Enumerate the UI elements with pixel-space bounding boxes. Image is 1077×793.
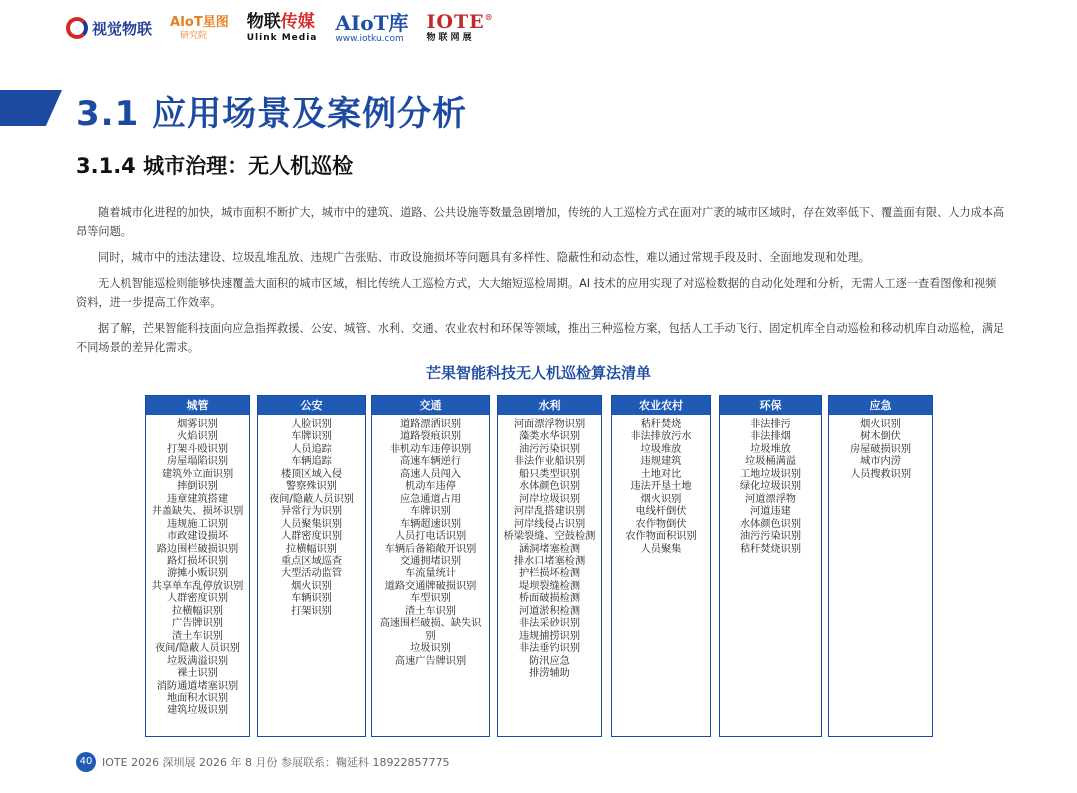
algorithm-item: 烟火识别 — [860, 419, 901, 430]
algorithm-item: 违规捕捞识别 — [518, 630, 581, 642]
algorithm-item: 油污污染识别 — [739, 531, 802, 543]
column-items — [146, 415, 249, 718]
algorithm-item: 高速围栏破损、缺失识别 — [379, 618, 482, 642]
algorithm-item: 秸秆焚烧 — [640, 419, 682, 430]
algorithm-item: 夜间/隐蔽人员识别 — [155, 643, 240, 655]
algorithm-item: 桥梁裂缝、空鼓检测 — [503, 531, 596, 543]
column-items — [829, 415, 932, 481]
algorithm-item: 人脸识别 — [291, 419, 332, 430]
algorithm-item: 拉横幅识别 — [286, 543, 337, 555]
aiotku-logo-top: AIoT库 — [335, 10, 409, 35]
page-number: 40 — [76, 752, 96, 772]
body-text — [76, 203, 1006, 364]
algorithm-item: 河面漂浮物识别 — [513, 419, 586, 430]
aiot-logo-bottom: 研究院 — [180, 30, 208, 41]
column-items — [612, 415, 710, 556]
algorithm-item: 警察殊识别 — [286, 481, 337, 493]
aiotku-logo-bottom: www.iotku.com — [335, 33, 404, 44]
algorithm-item: 交通拥堵识别 — [399, 555, 462, 567]
algorithm-item: 违法开垦土地 — [630, 481, 692, 493]
algorithm-item: 重点区域巡查 — [280, 555, 343, 567]
algorithm-item: 车型识别 — [410, 593, 451, 605]
iote-logo-word: IOTE — [426, 11, 485, 33]
paragraph: 同时，城市中的违法建设、垃圾乱堆乱放、违规广告张贴、市政设施损坏等问题具有多样性、隐蔽性和动态性，难以通过常规手段及时、全面地发现和处理。 — [98, 251, 870, 264]
algorithm-item: 电线杆倒伏 — [635, 506, 687, 518]
algorithm-item: 人员打电话识别 — [394, 531, 467, 543]
algorithm-item: 违规建筑 — [640, 456, 682, 468]
column-header: 应急 — [829, 396, 932, 415]
algorithm-item: 秸秆焚烧识别 — [739, 543, 802, 555]
column-items — [720, 415, 821, 556]
algorithm-item: 消防通道堵塞识别 — [156, 680, 239, 692]
algorithm-item: 人群密度识别 — [280, 531, 343, 543]
algorithm-item: 绿化垃圾识别 — [739, 481, 802, 493]
algorithm-item: 游摊小贩识别 — [166, 568, 229, 580]
algorithm-item: 渣土车识别 — [405, 605, 456, 617]
algorithm-item: 道路漂洒识别 — [399, 419, 462, 430]
algorithm-item: 渣土车识别 — [172, 630, 223, 642]
algorithm-item: 藻类水华识别 — [518, 431, 581, 443]
algorithm-item: 排涝辅助 — [529, 668, 570, 680]
shijue-logo-mark — [66, 17, 88, 39]
algorithm-item: 房屋塌陷识别 — [166, 456, 229, 468]
column-items — [372, 415, 489, 668]
algorithm-item: 农作物倒伏 — [635, 518, 687, 530]
table-column-yingji — [828, 395, 933, 737]
algorithm-item: 路边围栏破损识别 — [156, 543, 239, 555]
algorithm-item: 高速广告牌识别 — [394, 655, 467, 667]
paragraph: 据了解，芒果智能科技面向应急指挥救援、公安、城管、水利、交通、农业农村和环保等领域，推出三种巡检方案，包括人工手动飞行、固定机库全自动巡检和移动机库自动巡检，满足不同场景的差异化需求。 — [76, 322, 1005, 354]
table-column-jiaotong — [371, 395, 490, 737]
algorithm-item: 工地垃圾识别 — [739, 468, 802, 480]
algorithm-item: 人员追踪 — [291, 443, 332, 455]
algorithm-item: 河道漂浮物 — [745, 493, 796, 505]
algorithm-item: 非法采砂识别 — [518, 618, 581, 630]
table-column-shuili — [497, 395, 602, 737]
algorithm-item: 道路交通牌破损识别 — [384, 580, 477, 592]
table-column-nongye — [611, 395, 711, 737]
algorithm-item: 人员聚集 — [640, 543, 682, 555]
shijue-logo — [66, 17, 152, 39]
algorithm-item: 违规施工识别 — [166, 518, 229, 530]
algorithm-item: 建筑垃圾识别 — [166, 705, 229, 717]
algorithm-item: 打架识别 — [291, 605, 332, 617]
algorithm-item: 水体颜色识别 — [518, 481, 581, 493]
algorithm-item: 路灯损坏识别 — [166, 555, 229, 567]
algorithm-item: 土地对比 — [640, 468, 682, 480]
algorithm-item: 摔倒识别 — [177, 481, 218, 493]
algorithm-item: 车牌识别 — [291, 431, 332, 443]
paragraph: 无人机智能巡检则能够快速覆盖大面积的城市区域，相比传统人工巡检方式，大大缩短巡检周期。AI 技术的应用实现了对巡检数据的自动化处理和分析，无需人工逐一查看图像和视频资料，进一步提高工作效率。 — [76, 277, 997, 309]
table-title: 芒果智能科技无人机巡检算法清单 — [425, 364, 651, 382]
algorithm-item: 房屋破损识别 — [849, 443, 912, 455]
algorithm-item: 车辆后备箱敞开识别 — [384, 543, 477, 555]
algorithm-item: 河岸乱搭建识别 — [513, 506, 586, 518]
algorithm-item: 高速车辆逆行 — [399, 456, 462, 468]
algorithm-item: 应急通道占用 — [399, 493, 462, 505]
algorithm-item: 车牌识别 — [410, 506, 451, 518]
algorithm-item: 垃圾满溢识别 — [166, 655, 229, 667]
algorithm-item: 垃圾桶满溢 — [745, 456, 796, 468]
algorithm-item: 桥面破损检测 — [518, 593, 581, 605]
ulink-logo-bottom: Ulink Media — [246, 32, 318, 43]
algorithm-item: 人员聚集识别 — [280, 518, 343, 530]
algorithm-item: 堤坝裂缝检测 — [518, 580, 581, 592]
algorithm-item: 拉横幅识别 — [172, 605, 223, 617]
algorithm-item: 河岸线侵占识别 — [513, 518, 586, 530]
algorithm-item: 河道违建 — [750, 506, 791, 518]
algorithm-item: 车流量统计 — [405, 568, 456, 580]
ulink-media-logo — [246, 11, 318, 43]
algorithm-item: 防汛应急 — [529, 655, 570, 667]
algorithm-item: 打架斗殴识别 — [166, 443, 229, 455]
algorithm-item: 非机动车违停识别 — [389, 443, 472, 455]
algorithm-item: 非法排污 — [750, 419, 791, 430]
ulink-logo-top — [246, 11, 315, 32]
algorithm-item: 垃圾识别 — [410, 643, 451, 655]
algorithm-item: 楼顶区域入侵 — [280, 468, 343, 480]
algorithm-item: 市政建设损坏 — [166, 531, 229, 543]
algorithm-item: 烟火识别 — [291, 580, 332, 592]
column-header: 交通 — [372, 396, 489, 415]
algorithm-item: 机动车违停 — [405, 481, 456, 493]
subsection-title: 3.1.4 城市治理：无人机巡检 — [76, 154, 354, 178]
algorithm-item: 河道淤积检测 — [518, 605, 581, 617]
page-footer — [76, 752, 450, 772]
algorithm-item: 非法排放污水 — [630, 431, 692, 443]
title-banner-shape — [0, 90, 62, 126]
column-items — [498, 415, 601, 681]
column-header: 水利 — [498, 396, 601, 415]
algorithm-item: 油污污染识别 — [518, 443, 581, 455]
header-logos — [66, 8, 512, 48]
iote-logo-top — [427, 13, 494, 32]
algorithm-item: 车辆超速识别 — [399, 518, 462, 530]
algorithm-item: 排水口堵塞检测 — [513, 555, 586, 567]
aiot-logo-top: AIoT星图 — [170, 14, 229, 30]
aiotku-logo — [335, 10, 409, 44]
algorithm-item: 人群密度识别 — [166, 593, 229, 605]
algorithm-item: 垃圾堆放 — [640, 443, 682, 455]
algorithm-item: 水体颜色识别 — [739, 518, 802, 530]
algorithm-item: 非法垂钓识别 — [518, 643, 581, 655]
algorithm-item: 高速人员闯入 — [399, 468, 462, 480]
algorithm-item: 裸土识别 — [177, 668, 218, 680]
algorithm-item: 船只类型识别 — [518, 468, 581, 480]
footer-text: IOTE 2026 深圳展 2026 年 8 月份 参展联系：鞠延科 18922857775 — [102, 756, 450, 769]
table-column-chengguan — [145, 395, 250, 737]
algorithm-item: 车辆识别 — [291, 593, 332, 605]
section-title: 3.1 应用场景及案例分析 — [76, 94, 468, 134]
algorithm-item: 广告牌识别 — [172, 618, 223, 630]
algorithm-item: 共享单车乱停放识别 — [151, 580, 244, 592]
algorithm-item: 异常行为识别 — [280, 506, 343, 518]
algorithm-item: 城市内涝 — [860, 456, 901, 468]
algorithm-item: 垃圾堆放 — [750, 443, 791, 455]
algorithm-item: 建筑外立面识别 — [161, 468, 234, 480]
algorithm-item: 夜间/隐蔽人员识别 — [269, 493, 354, 505]
column-header: 公安 — [258, 396, 365, 415]
column-header: 农业农村 — [612, 396, 710, 415]
algorithm-item: 井盖缺失、损坏识别 — [151, 506, 244, 518]
iote-logo-bottom: 物联网展 — [426, 33, 475, 43]
algorithm-item: 涵洞堵塞检测 — [518, 543, 581, 555]
algorithm-item: 烟雾识别 — [177, 419, 218, 430]
registered-mark: ® — [484, 12, 494, 22]
column-items — [258, 415, 365, 618]
algorithm-item: 地面积水识别 — [166, 692, 229, 704]
table-column-huanbao — [719, 395, 822, 737]
algorithm-item: 烟火识别 — [640, 493, 682, 505]
algorithm-item: 非法作业船识别 — [513, 456, 586, 468]
ulink-logo-top-a: 物联 — [246, 11, 281, 32]
algorithm-item: 违章建筑搭建 — [166, 493, 229, 505]
algorithm-item: 树木倒伏 — [860, 431, 901, 443]
algorithm-item: 非法排烟 — [750, 431, 791, 443]
iote-logo — [427, 13, 494, 43]
aiot-xingtu-logo — [170, 16, 229, 41]
column-header: 环保 — [720, 396, 821, 415]
algorithm-item: 道路裂痕识别 — [399, 431, 462, 443]
algorithm-item: 农作物面积识别 — [625, 531, 697, 543]
paragraph: 随着城市化进程的加快，城市面积不断扩大，城市中的建筑、道路、公共设施等数量急剧增加，传统的人工巡检方式在面对广袤的城市区域时，存在效率低下、覆盖面有限、人力成本高昂等问题。 — [76, 206, 1005, 238]
algorithm-item: 大型活动监管 — [280, 568, 343, 580]
algorithm-item: 河岸垃圾识别 — [518, 493, 581, 505]
shijue-logo-text: 视觉物联 — [92, 19, 153, 38]
ulink-logo-top-b: 传媒 — [280, 11, 315, 32]
algorithm-item: 护栏损坏检测 — [518, 568, 581, 580]
table-column-gongan — [257, 395, 366, 737]
algorithm-item: 车辆追踪 — [291, 456, 332, 468]
algorithm-item: 人员搜救识别 — [849, 468, 912, 480]
column-header: 城管 — [146, 396, 249, 415]
algorithm-item: 火焰识别 — [177, 431, 218, 443]
